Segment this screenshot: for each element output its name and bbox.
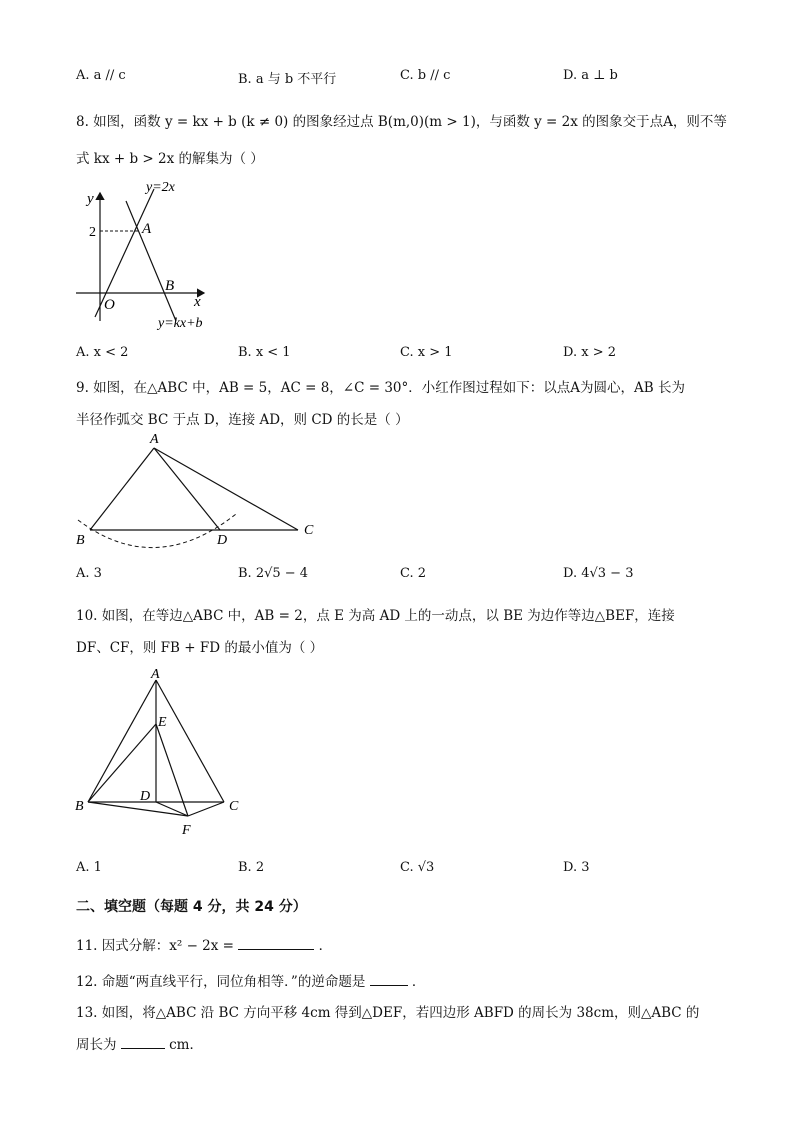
q12-question (76, 970, 425, 990)
q9-stem-line1: 9. 如图，在△ABC 中，AB = 5，AC = 8，∠C = 30°．小红作图过程如下：以点A为圆心，AB 长为 (76, 380, 685, 396)
q13-answer-blank[interactable] (121, 1036, 165, 1049)
q11-end: ． (318, 938, 333, 954)
q10-segment-cf (188, 802, 224, 816)
q9-label-b: B (76, 533, 85, 548)
q13-text-post: cm． (169, 1037, 203, 1053)
q13-text-pre: 周长为 (76, 1037, 117, 1053)
q9-label-d: D (217, 533, 228, 548)
q7-option-d: D. a ⊥ b (563, 68, 618, 83)
q8-figure (70, 175, 230, 335)
q9-label-c: C (304, 523, 314, 538)
q10-option-c: C. √3 (400, 860, 435, 875)
q8-label-o: O (104, 297, 115, 313)
q12-text: 12. 命题“两直线平行，同位角相等．”的逆命题是 (76, 974, 366, 990)
q9-side-ab (90, 448, 154, 530)
section-title-fill-in: 二、填空题（每题 4 分，共 24 分） (76, 899, 307, 915)
q13-stem-line1: 13. 如图，将△ABC 沿 BC 方向平移 4cm 得到△DEF，若四边形 ABFD 的周长为 38cm，则△ABC 的 (76, 1005, 700, 1021)
q10-side-ac (156, 680, 224, 802)
q8-stem-line2: 式 kx + b > 2x 的解集为（ ） (76, 151, 264, 167)
q8-stem-line1: 8. 如图，函数 y = kx + b (k ≠ 0) 的图象经过点 B(m,0)(m > 1)，与函数 y = 2x 的图象交于点A，则不等 (76, 114, 727, 130)
q10-stem-line1: 10. 如图，在等边△ABC 中，AB = 2，点 E 为高 AD 上的一动点，以 BE 为边作等边△BEF，连接 (76, 608, 675, 624)
q8-option-c: C. x > 1 (400, 345, 453, 360)
q9-option-d: D. 4√3 − 3 (563, 566, 634, 581)
q9-option-b: B. 2√5 − 4 (238, 566, 309, 581)
q10-label-f: F (182, 823, 191, 838)
q11-question (76, 934, 332, 954)
q8-label-2: 2 (89, 225, 96, 240)
q11-answer-blank[interactable] (238, 937, 314, 950)
q9-stem-line2: 半径作弧交 BC 于点 D，连接 AD，则 CD 的长是（ ） (76, 412, 409, 428)
q10-label-c: C (229, 799, 239, 814)
q9-segment-ad (154, 448, 220, 530)
q9-option-a: A. 3 (76, 566, 102, 581)
q10-option-d: D. 3 (563, 860, 590, 875)
q8-line-kxb (126, 201, 176, 321)
q10-option-a: A. 1 (76, 860, 102, 875)
q8-option-a: A. x < 2 (76, 345, 129, 360)
q8-option-b: B. x < 1 (238, 345, 291, 360)
q10-stem-line2: DF、CF，则 FB + FD 的最小值为（ ） (76, 640, 324, 656)
q8-label-line1: y=2x (146, 180, 175, 195)
q12-answer-blank[interactable] (370, 973, 408, 986)
q10-label-b: B (75, 799, 84, 814)
q8-label-b: B (165, 278, 175, 294)
q9-option-c: C. 2 (400, 566, 427, 581)
q11-text: 11. 因式分解：x² − 2x = (76, 938, 234, 954)
q8-label-y: y (87, 191, 94, 207)
q7-option-b: B. a 与 b 不平行 (238, 72, 337, 87)
q10-label-d: D (140, 789, 151, 804)
q8-label-a: A (142, 221, 152, 237)
q10-side-ab (88, 680, 156, 802)
q10-label-e: E (158, 715, 167, 730)
q9-side-ac (154, 448, 298, 530)
q12-end: ． (411, 974, 426, 990)
q9-arc (78, 514, 236, 548)
q8-option-d: D. x > 2 (563, 345, 616, 360)
q10-option-b: B. 2 (238, 860, 265, 875)
q8-label-x: x (194, 294, 201, 310)
q7-option-c: C. b // c (400, 68, 451, 83)
q7-option-a: A. a // c (76, 68, 126, 83)
q8-label-line2: y=kx+b (158, 316, 203, 331)
q13-stem-line2 (76, 1033, 203, 1053)
q9-figure (70, 428, 330, 558)
q10-figure (70, 664, 250, 844)
q9-label-a: A (150, 432, 159, 447)
q10-label-a: A (151, 667, 160, 682)
